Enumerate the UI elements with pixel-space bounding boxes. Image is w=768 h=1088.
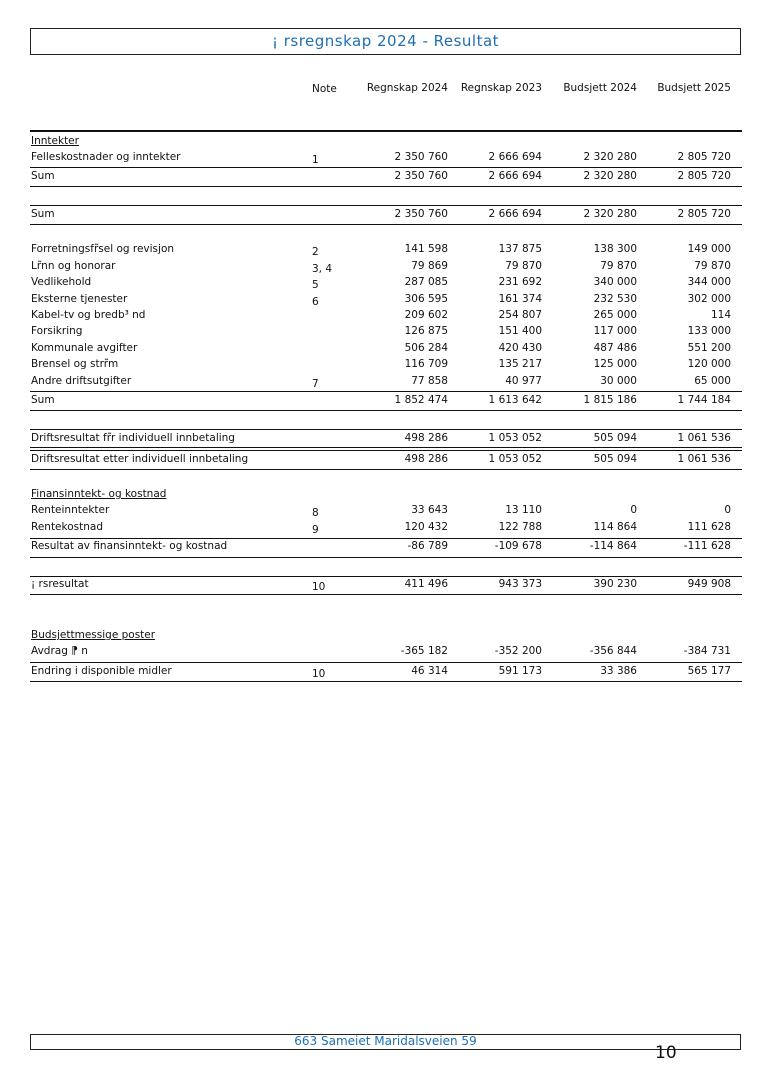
row-note: 8 (312, 507, 319, 519)
row-value: 2 320 280 (583, 151, 637, 163)
row-value: 117 000 (593, 325, 637, 337)
row-value: 149 000 (687, 243, 731, 255)
row-value: 2 805 720 (677, 208, 731, 220)
row-value: 126 875 (404, 325, 448, 337)
row-value: 135 217 (498, 358, 542, 370)
row-label: Kommunale avgifter (31, 342, 138, 354)
row-value: 254 807 (498, 309, 542, 321)
table-row (30, 150, 742, 164)
row-value: 79 870 (505, 260, 542, 272)
row-note: 1 (312, 154, 319, 166)
row-value: 1 815 186 (583, 394, 637, 406)
row-note: 2 (312, 246, 319, 258)
row-label: Avdrag ⁋ n (31, 645, 88, 657)
row-label: Kabel-tv og bredb³ nd (31, 309, 146, 321)
row-label: Sum (31, 170, 55, 182)
row-value: 1 061 536 (677, 453, 731, 465)
divider (30, 681, 742, 682)
table-row (30, 207, 742, 221)
divider (30, 205, 742, 206)
row-value: 120 000 (687, 358, 731, 370)
row-value: 2 666 694 (488, 170, 542, 182)
row-value: 116 709 (404, 358, 448, 370)
row-value: 2 350 760 (394, 151, 448, 163)
row-value: 1 613 642 (488, 394, 542, 406)
table-row (30, 169, 742, 183)
row-value: 287 085 (404, 276, 448, 288)
row-value: 111 628 (687, 521, 731, 533)
row-value: 506 284 (404, 342, 448, 354)
row-value: 2 805 720 (677, 151, 731, 163)
table-row (30, 393, 742, 407)
row-label: Eksterne tjenester (31, 293, 128, 305)
row-value: 138 300 (593, 243, 637, 255)
row-value: -352 200 (494, 645, 542, 657)
table-row (30, 259, 742, 273)
table-row (30, 487, 742, 501)
table-row (30, 341, 742, 355)
table-row (30, 275, 742, 289)
row-value: 306 595 (404, 293, 448, 305)
row-value: 498 286 (404, 453, 448, 465)
row-value: -114 864 (589, 540, 637, 552)
row-value: 0 (630, 504, 637, 516)
row-value: 79 870 (694, 260, 731, 272)
row-value: 344 000 (687, 276, 731, 288)
row-note: 6 (312, 296, 319, 308)
section-heading: Finansinntekt- og kostnad (31, 488, 167, 500)
row-label: Sum (31, 208, 55, 220)
row-label: Renteinntekter (31, 504, 110, 516)
table-row (30, 374, 742, 388)
row-value: 0 (724, 504, 731, 516)
row-value: 120 432 (404, 521, 448, 533)
row-label: Rentekostnad (31, 521, 103, 533)
row-value: 151 400 (498, 325, 542, 337)
table-row (30, 308, 742, 322)
row-value: 161 374 (498, 293, 542, 305)
row-value: 231 692 (498, 276, 542, 288)
row-value: 79 869 (411, 260, 448, 272)
row-label: Sum (31, 394, 55, 406)
table-row (30, 520, 742, 534)
table-row (30, 324, 742, 338)
row-label: Brensel og strr̃m (31, 358, 119, 370)
row-value: -111 628 (683, 540, 731, 552)
divider (30, 167, 742, 168)
row-value: 505 094 (593, 453, 637, 465)
row-value: 1 061 536 (677, 432, 731, 444)
section-heading: Budsjettmessige poster (31, 629, 156, 641)
row-value: 551 200 (687, 342, 731, 354)
row-value: 125 000 (593, 358, 637, 370)
row-note: 9 (312, 524, 319, 536)
row-note: 5 (312, 279, 319, 291)
row-value: 13 110 (505, 504, 542, 516)
row-value: 114 (710, 309, 731, 321)
row-value: 411 496 (404, 578, 448, 590)
row-value: 79 870 (600, 260, 637, 272)
row-value: 1 852 474 (394, 394, 448, 406)
row-label: ¡ rsresultat (31, 578, 89, 590)
divider (30, 410, 742, 411)
row-value: -86 789 (407, 540, 448, 552)
divider (30, 130, 742, 132)
row-label: Forsikring (31, 325, 83, 337)
table-row (30, 452, 742, 466)
row-value: 141 598 (404, 243, 448, 255)
section-heading: Inntekter (31, 135, 79, 147)
row-value: 565 177 (687, 665, 731, 677)
row-label: Endring i disponible midler (31, 665, 172, 677)
row-value: 498 286 (404, 432, 448, 444)
row-value: -365 182 (400, 645, 448, 657)
row-note: 10 (312, 581, 326, 593)
table-row (30, 539, 742, 553)
row-label: Driftsresultat etter individuell innbetaling (31, 453, 249, 465)
row-note: 7 (312, 378, 319, 390)
row-value: 122 788 (498, 521, 542, 533)
row-value: 137 875 (498, 243, 542, 255)
divider (30, 662, 742, 663)
row-value: 33 643 (411, 504, 448, 516)
row-value: 133 000 (687, 325, 731, 337)
row-label: Forretningsfr̃sel og revisjon (31, 243, 175, 255)
row-value: 1 744 184 (677, 394, 731, 406)
table-row (30, 628, 742, 642)
row-value: 487 486 (593, 342, 637, 354)
divider (30, 450, 742, 451)
row-value: 46 314 (411, 665, 448, 677)
divider (30, 469, 742, 470)
table-row (30, 644, 742, 658)
row-value: 390 230 (593, 578, 637, 590)
row-value: 2 350 760 (394, 208, 448, 220)
row-label: Resultat av finansinntekt- og kostnad (31, 540, 228, 552)
row-label: Andre driftsutgifter (31, 375, 132, 387)
row-value: 943 373 (498, 578, 542, 590)
row-label: Vedlikehold (31, 276, 92, 288)
row-label: Driftsresultat fr̃r individuell innbetaling (31, 432, 235, 444)
table-row (30, 431, 742, 445)
row-value: 2 320 280 (583, 208, 637, 220)
divider (30, 429, 742, 430)
row-value: 40 977 (505, 375, 542, 387)
row-value: 1 053 052 (488, 453, 542, 465)
row-value: 209 602 (404, 309, 448, 321)
divider (30, 594, 742, 595)
table-row (30, 292, 742, 306)
row-value: 2 350 760 (394, 170, 448, 182)
page-number: 10 (655, 1043, 677, 1063)
row-label: Felleskostnader og inntekter (31, 151, 181, 163)
row-value: 114 864 (593, 521, 637, 533)
row-value: 340 000 (593, 276, 637, 288)
table-row (30, 357, 742, 371)
header-budsjett-2024: Budsjett 2024 (563, 82, 637, 94)
footer: 663 Sameiet Maridalsveien 59 (30, 1034, 741, 1050)
row-note: 10 (312, 668, 326, 680)
row-value: 949 908 (687, 578, 731, 590)
row-value: 302 000 (687, 293, 731, 305)
table-row (30, 664, 742, 678)
row-value: 77 858 (411, 375, 448, 387)
row-note: 3, 4 (312, 263, 333, 275)
header-regnskap-2024: Regnskap 2024 (366, 82, 448, 94)
row-label: Lr̃nn og honorar (31, 260, 116, 272)
page-title: ¡ rsregnskap 2024 - Resultat (30, 28, 741, 55)
row-value: 1 053 052 (488, 432, 542, 444)
row-value: 505 094 (593, 432, 637, 444)
table-row (30, 503, 742, 517)
row-value: -384 731 (683, 645, 731, 657)
row-value: 65 000 (694, 375, 731, 387)
row-value: 2 666 694 (488, 151, 542, 163)
row-value: 2 805 720 (677, 170, 731, 182)
table-row (30, 242, 742, 256)
header-note: Note (312, 83, 337, 95)
row-value: -109 678 (494, 540, 542, 552)
divider (30, 186, 742, 187)
header-regnskap-2023: Regnskap 2023 (460, 82, 542, 94)
row-value: 420 430 (498, 342, 542, 354)
header-budsjett-2025: Budsjett 2025 (657, 82, 731, 94)
table-row (30, 577, 742, 591)
row-value: -356 844 (589, 645, 637, 657)
table-row (30, 134, 742, 148)
row-value: 591 173 (498, 665, 542, 677)
divider (30, 224, 742, 225)
divider (30, 447, 742, 448)
row-value: 2 666 694 (488, 208, 542, 220)
row-value: 30 000 (600, 375, 637, 387)
row-value: 265 000 (593, 309, 637, 321)
row-value: 232 530 (593, 293, 637, 305)
divider (30, 557, 742, 558)
row-value: 2 320 280 (583, 170, 637, 182)
row-value: 33 386 (600, 665, 637, 677)
divider (30, 391, 742, 392)
